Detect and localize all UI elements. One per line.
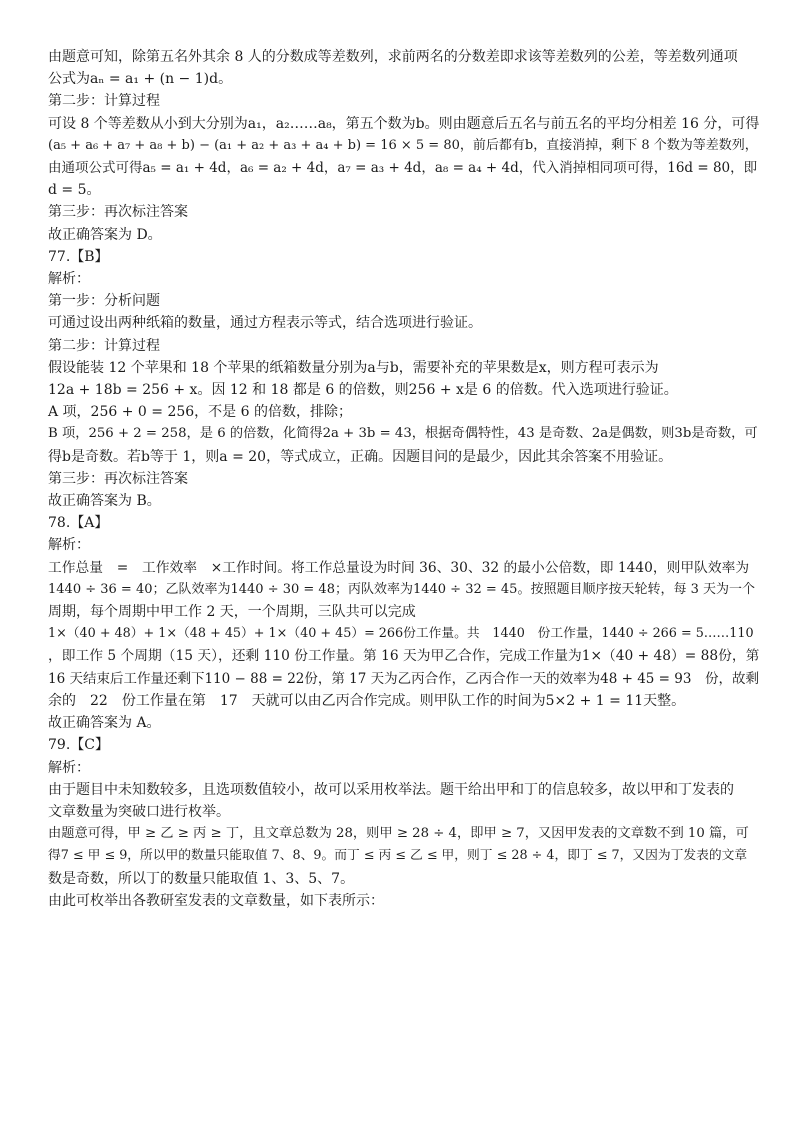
text-line: 得7 ≤ 甲 ≤ 9，所以甲的数量只能取值 7、8、9。而丁 ≤ 丙 ≤ 乙 ≤ 甲，则丁 ≤ 28 ÷ 4，即丁 ≤ 7，又因为丁发表的文章 xyxy=(48,848,748,864)
text-line: 公式为aₙ = a₁ + (n − 1)d。 xyxy=(48,71,233,88)
text-line: d = 5。 xyxy=(48,182,101,199)
text-line: 周期，每个周期中甲工作 2 天，一个周期，三队共可以完成 xyxy=(48,604,416,621)
text-line: (a₅ + a₆ + a₇ + a₈ + b) − (a₁ + a₂ + a₃ + a₄ + b) = 16 × 5 = 80，前后都有b，直接消掉，剩下 8 个数为等差数列， xyxy=(48,137,758,153)
answer-line: 故正确答案为 A。 xyxy=(48,715,161,732)
text-line: 工作总量 = 工作效率 ×工作时间。将工作总量设为时间 36、30、32 的最小公倍数，即 1440，则甲队效率为 xyxy=(48,559,750,576)
text-line: 由于题目中未知数较多，且选项数值较小，故可以采用枚举法。题干给出甲和丁的信息较多，故以甲和丁发表的 xyxy=(48,781,734,798)
text-line: 1×（40 + 48）+ 1×（48 + 45）+ 1×（40 + 45）= 266份工作量。共 1440 份工作量，1440 ÷ 266 = 5……110 xyxy=(48,626,754,642)
question-number: 79.【C】 xyxy=(48,737,109,754)
section-heading: 第三步：再次标注答案 xyxy=(48,470,188,487)
text-line: 由题意可知，除第五名外其余 8 人的分数成等差数列，求前两名的分数差即求该等差数列的公差，等差数列通项 xyxy=(48,49,738,65)
text-line: 由通项公式可得a₅ = a₁ + 4d，a₆ = a₂ + 4d，a₇ = a₃ + 4d，a₈ = a₄ + 4d，代入消掉相同项可得，16d = 80，即 xyxy=(48,160,758,177)
text-line: 余的 22 份工作量在第 17 天就可以由乙丙合作完成。则甲队工作的时间为5×2 + 1 = 11天整。 xyxy=(48,692,686,709)
answer-line: 故正确答案为 B。 xyxy=(48,493,161,510)
question-number: 78.【A】 xyxy=(48,515,109,532)
text-line: 假设能装 12 个苹果和 18 个苹果的纸箱数量分别为a与b，需要补充的苹果数是x，则方程可表示为 xyxy=(48,359,659,376)
text-line: 由题意可得，甲 ≥ 乙 ≥ 丙 ≥ 丁，且文章总数为 28，则甲 ≥ 28 ÷ 4，即甲 ≥ 7，又因甲发表的文章数不到 10 篇，可 xyxy=(48,826,749,842)
text-line: 由此可枚举出各教研室发表的文章数量，如下表所示： xyxy=(48,892,384,909)
analysis-label: 解析： xyxy=(48,537,90,554)
text-line: 得b是奇数。若b等于 1，则a = 20，等式成立，正确。因题目问的是最少，因此其余答案不用验证。 xyxy=(48,448,673,465)
text-line: 可设 8 个等差数从小到大分别为a₁，a₂……a₈，第五个数为b。则由题意后五名与前五名的平均分相差 16 分，可得 xyxy=(48,115,760,132)
document-page xyxy=(48,46,760,912)
analysis-label: 解析： xyxy=(48,271,90,288)
text-line: B 项，256 + 2 = 258，是 6 的倍数，化简得2a + 3b = 43，根据奇偶特性，43 是奇数、2a是偶数，则3b是奇数，可 xyxy=(48,426,758,442)
text-line: 12a + 18b = 256 + x。因 12 和 18 都是 6 的倍数，则256 + x是 6 的倍数。代入选项进行验证。 xyxy=(48,382,678,399)
text-line: 数是奇数，所以丁的数量只能取值 1、3、5、7。 xyxy=(48,870,355,887)
section-heading: 第二步：计算过程 xyxy=(48,93,160,110)
answer-line: 故正确答案为 D。 xyxy=(48,226,162,243)
text-line: 16 天结束后工作量还剩下110 − 88 = 22份，第 17 天为乙丙合作，乙丙合作一天的效率为48 + 45 = 93 份，故剩 xyxy=(48,670,759,687)
text-line: ，即工作 5 个周期（15 天），还剩 110 份工作量。第 16 天为甲乙合作，完成工作量为1×（40 + 48）= 88份，第 xyxy=(48,648,760,665)
text-line: A 项，256 + 0 = 256，不是 6 的倍数，排除； xyxy=(48,404,352,421)
question-number: 77.【B】 xyxy=(48,248,109,265)
analysis-label: 解析： xyxy=(48,759,90,776)
text-line: 可通过设出两种纸箱的数量，通过方程表示等式，结合选项进行验证。 xyxy=(48,315,482,332)
section-heading: 第一步：分析问题 xyxy=(48,293,160,310)
text-line: 1440 ÷ 36 = 40；乙队效率为1440 ÷ 30 = 48；丙队效率为1440 ÷ 32 = 45。按照题目顺序按天轮转，每 3 天为一个 xyxy=(48,581,755,597)
text-line: 文章数量为突破口进行枚举。 xyxy=(48,803,230,820)
section-heading: 第二步：计算过程 xyxy=(48,337,160,354)
section-heading: 第三步：再次标注答案 xyxy=(48,204,188,221)
